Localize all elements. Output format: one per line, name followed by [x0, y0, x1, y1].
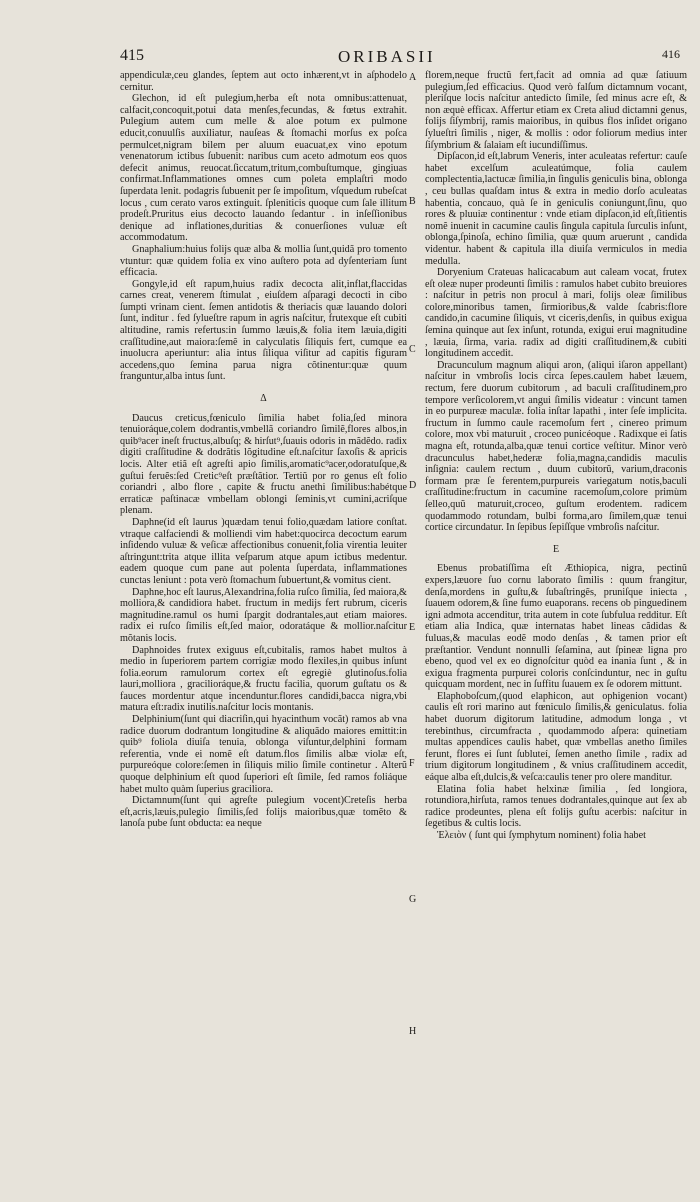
paragraph: Daphne,hoc eſt laurus,Alexandrina,folia ruſco ſimilia, ſed maiora,& molliora,& candidiora habet. fructum in medijs fert rubrum, ciceris magnitudine.ramul os humi ſpargit dodrantales,aut etiam maiores. radix ei ruſco ſimilis eſt,ſed maior, odoratáque & mollior.naſcitur mõtanis locis. [120, 586, 407, 644]
right-column [425, 70, 687, 842]
section-letter: E [552, 543, 560, 555]
margin-letter-f: F [409, 758, 415, 769]
paragraph: Dracunculum magnum aliqui aron, (aliqui iſaron appellant) naſcitur in vmbroſis locis circa ſepes.caulem habet læuem, rectum, fere duorum cubitorum , ad baculi craſſitudinem,pro tempore verſicolorem,vt angui ſimilis videatur : vincunt tamen in eo purpureæ maculæ. folia inſtar lapathi , inter ſeſe implicita. fructum in ſummo caule racemoſum fert , cinereo primum colore, mox vbi maturuit , croceo punicéoque . Radixque ei ſatis magna eſt, rotunda,alba,quæ tenui cortice veſtitur. Minor verò dracunculus habet,hederæ folia,magna,candidis maculis inſignia: caulem rectum , duum cubitorũ, varium,draconis formam præ ſe ferentem,purpureis variegatum notis,baculi craſſitudine:fructum in cacumine racemoſum,colore primùm ſelleo,quũ maturuit,croceo, guſtum erodentem. radicem quodammodo rotundam, bulbi forma,aro ſimilem,quæ tenui cortice circundatur. In ſepibus ſepiſſque vmbroſis naſcitur. [425, 359, 687, 534]
margin-letter-c: C [409, 344, 416, 355]
paragraph: Daucus creticus,fœniculo ſimilia habet folia,ſed minora tenuioráque,colem dodrantis,vmbellã coriandro ſimilẽ,flores albos,in quib⁹acer ineſt fructus,albuſq; & hirſut⁹,ſuauis odoris in mãdẽdo. radix digiti craſſitudine & dodrãtis lõgitudine eſt.naſcitur ſaxoſis & apricis locis. Alter etiã eſt agreſti apio ſimilis,aromatic⁹acer,odoratuſque,& guſtui feruẽs:ſed Cretic⁹eſt præſtãtior. Tertiũ por ro genus eſt folio coriandri , albo flore , capite & fructu anethi ſimilibus:habétque erraticæ paſtinacæ vmbellam oblongi ſeminis,vt cumini,acriſque plenam. [120, 412, 407, 517]
margin-letter-d: D [409, 480, 417, 491]
paragraph: Elatina folia habet helxinæ ſimilia , ſed longiora, rotundiora,hirſuta, ramos tenues dodrantales,quinque aut ſex ab radice prodeuntes, plena eſt folijs guſtu acerbis: naſcitur in ſegetibus & cultis locis. [425, 783, 687, 830]
paragraph: Dipſacon,id eſt,labrum Veneris, inter aculeatas refertur: cauſe habet excelſum aculeatúmque, folia caulem complectentia,lactucæ ſimilia,in ſingulis geniculis bina, oblonga , ceu bullas quaſdam intus & extra in medio dorſo aculeatas habentia, concauo, quà ſe in geniculis coniungunt,ſinu, quo rores & pluuiæ continentur : vnde etiam dipſacon,id eſt,ſitientis nomẽ inuenit in cacumine caulis ſingula capitula ſurculis inſunt, oblonga,ſpinoſa, echino ſimilia, quæ quum aruerunt , candida videntur. habent & capitula illa diuiſa vermiculos in media medulla. [425, 151, 687, 267]
margin-letter-e: E [409, 622, 416, 633]
margin-letter-h: H [409, 1026, 417, 1037]
page-number-right: 416 [662, 47, 680, 61]
running-title: ORIBASII [338, 47, 436, 66]
paragraph: Elaphoboſcum,(quod elaphicon, aut ophigenion vocant) caulis eſt rori marino aut fœniculo ſimilis,& geniculatus. folia habet duorum digitorum latitudine, admodum longa , vt terebinthus, circumfracta , quodammodo aſpera: quinetiam multas appendices caulis habet, quæ vmbellas anetho ſimiles ferunt, flores ei ſunt ſubluteí, ſemen anetho ſimile , radix ad trium digitorum longitudinem , & vnius craſſitudinem accedit, eáque alba eſt,dulcis,& veſca:caulis tener pro olere manditur. [425, 690, 687, 784]
paragraph: florem,neque fructũ fert,facit ad omnia ad quæ ſatiuum pulegium,ſed efficacius. Quod verò falſum dictamnum vocant, pleriſque locis naſcitur antedicto ſimile, ſed minus acre eſt, & non æquè efficax. Affertur etiam ex Creta aliud dictamni genus, folijs ſiſymbrij, ramis maioribus, in quibus flos inſidet origano ſylueſtri ſimilis , niger, & mollis : odor foliorum medius inter ſiſymbrium & ſalaiam eſt iucundiſſimus. [425, 70, 687, 151]
paragraph: Ἐλειὸν ( ſunt qui ſymphytum nominent) folia habet [437, 830, 646, 841]
paragraph: Dictamnum(ſunt qui agreſte pulegium vocent)Creteſis herba eſt,acris,læuis,pulegio ſimilis,ſed folijs maioribus,quæ tomẽto & lanoſa pube ſunt obducta: ea neque [120, 795, 407, 830]
margin-letter-b: B [409, 196, 416, 207]
left-column [120, 70, 407, 830]
paragraph: Gnaphalium:huius folijs quæ alba & mollia ſunt,quidã pro tomento vtuntur: quæ quidem folia ex vino auſtero pota ad dyſenteriam ſunt efficacia. [120, 243, 407, 279]
page-number-left: 415 [120, 47, 144, 64]
paragraph: appendiculæ,ceu glandes, ſeptem aut octo inhærent,vt in aſphodelo cernitur. [120, 70, 407, 93]
paragraph: Ebenus probatiſſima eſt Æthiopica, nigra, pectinũ expers,læuore ſuo cornu laborato ſimilis : quum frangitur, denſa,mordens in guſtu,& ſubaſtringẽs, pruniſque iniecta , ſuauem odorem,& ſine fumo euaporans. recens ob pinguedinem igni admota accenditur, trita autem in cote ſubfulua redditur. Eſt etiam alia Indica, quæ internatas habet lineas cãdidas & fuluas,& maculas eodẽ modo denſas , & tamen prior eſt præſtantior. Vendunt nonnulli ſeſamina, aut ſpineæ ligna pro ebeno, quod vel ex eo dignoſcitur quòd ea inania ſunt , & in exigua fragmenta purpurei coloris conſcinduntur, nec in guſtu quicquam mordent, nec in ſuffitu ſuauem ex ſe odorem mittunt. [425, 563, 687, 691]
paragraph: Doryenium Crateuas halicacabum aut caleam vocat, frutex eſt oleæ nuper prodeunti ſimilis : ramulos habet cubito breuiores : naſcitur in petris non procul à mari, folijs oleæ ſimilibus colore,minoribus tamen, ſirmioribus,& valde ſcabris:flore candido,in cacumine ſiliquis, vt ciceris,denſis, in quibus exigua ſemina quinque aut ſex inſunt, rotunda, exigui erui magnitudine , læuia, ſirma, varia. radix ad digiti craſſitudinem,& cubiti longitudinem accedit. [425, 267, 687, 360]
paragraph: Glechon, id eſt pulegium,herba eſt nota omnibus:attenuat, calfacit,concoquit,potui data menſes,fecundas, & fœtus extrahit. Pulegium autem cum melle & aloe potum ex pulmone educit,conuulſis auxiliatur, nauſeas & ſtomachi morſus ex poſca permulcet,nigram bilem per aluum euacuat,ex vino epotum venenatorum ictibus ſubuenit: naribus cum aceto admotum eos quos defecit animus, reuocat.ſiccatum,tritum,combuſtumque, gingiuas confirmat.Inflammationes omnes cum poleta emplaſtri modo ſuperdata lenit. podagris ſubuenit per ſe impoſitum, vſquedum rubeſcat locus , cum cerato varos extinguit. ſpleniticis quoque cum ſale illitum prodeſt.Pruritus eius decocto lauando ſedantur . in inſeſſionibus denique ad inflationes,duritias & conuerſiones vuluæ eſt accommodatum. [120, 93, 407, 244]
paragraph: Daphnoides frutex exiguus eſt,cubitalis, ramos habet multos à medio in ſuperiorem partem corrigiæ modo flexiles,in quibus inſunt folia.eorum ramulorum cortex eſt egregiè glutinoſus.folia lauri,molliora , gracilioráque,& fructu facilia, quorum guſtatu os & fauces mordentur atque incenduntur.flores candidi,bacca nigra,vbi matura eſt:radix inutilis.naſcitur locis montanis. [120, 644, 407, 714]
paragraph: Delphinium(ſunt qui diacriſin,qui hyacinthum vocãt) ramos ab vna radice duorum dodrantum longitudine & aliquãdo maiores emittit:in quib⁹ foliola diuiſa tenuia, oblonga viſuntur,delphini formam referentia, vnde ei nomẽ eſt datum.flos ſimilis albæ violæ eſt, purpureóque colore:ſemen in ſiliquis milio ſimile continetur . Alterũ quoque delphinium eſt quod ſuperiori eſt ſimile, ſed ramos foliáque habet multo quàm ſuperius graciliora. [120, 714, 407, 795]
section-letter: Δ [260, 393, 267, 405]
paragraph: Gongyle,id eſt rapum,huius radix decocta alit,inflat,flaccidas carnes creat, venerem ſtimulat , eiuſdem aſparagi decocti in cibo ſumpti vrinam cient. ſemen antidotis & theriacis quæ lauando dolori ſunt, inditur . fed ſylueſtre rapum in agris naſcitur, frutexque eſt cubiti altitudine, ramis refertus:in ſummo læuis,& folia item læuia,digiti craſſitudine,aut maiora:ſemẽ in calyculatis ſiliquis fert, cumque ea inuolucra aperiuntur: alia intus ſiliqua viſitur ad capitis figuram accedens,quo ſemina parua nigra cõtinentur:quæ quum franguntur,alba intus ſunt. [120, 278, 407, 383]
margin-letter-a: A [409, 72, 417, 83]
paragraph: Daphne(id eſt laurus )quædam tenui folio,quædam latiore conſtat. vtraque calfaciendi & molliendi vim habet:quocirca decoctum earum inſidendo vuluæ & veſicæ affectionibus conuenit,folia virentia leuiter aſtringunt:trita atque illita veſparum atque apum ictibus medentur. eadem quoque cum pane aut polenta ſuperdata, inflammationes cunctas leniunt : pota verò ſtomachum ſubuertunt,& vomitus cient. [120, 516, 407, 586]
margin-letter-g: G [409, 894, 417, 905]
